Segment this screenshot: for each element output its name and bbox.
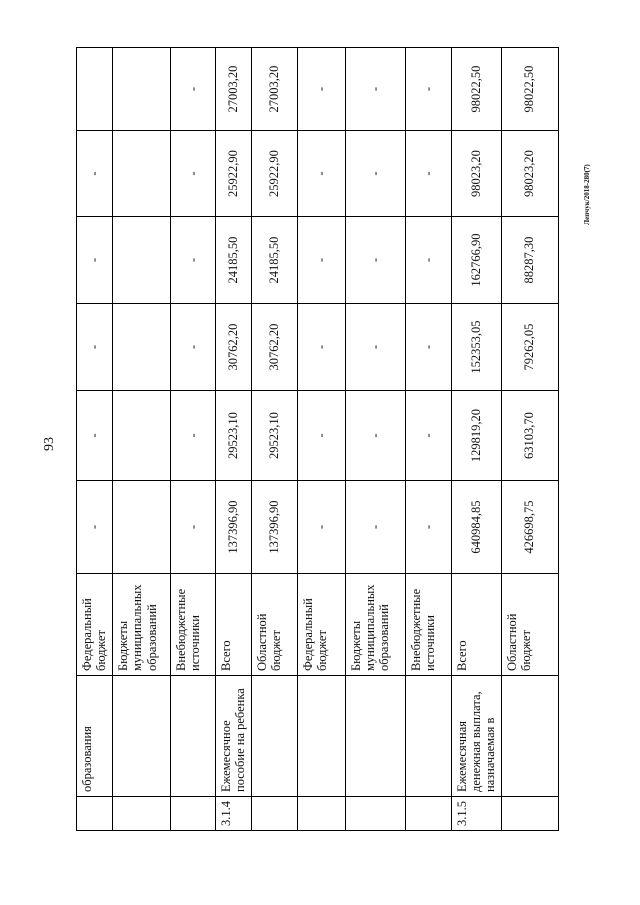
value-cell: 63103,70 [501,391,558,481]
value-cell: 24185,50 [215,217,251,304]
row-number [297,797,345,831]
value-cell: - [345,304,405,391]
value-cell [112,481,170,574]
value-cell [112,48,170,131]
funding-source: Внебюджетные источники [405,574,451,676]
value-cell: - [405,48,451,131]
measure-name: образования [77,676,113,797]
value-cell: 98022,50 [501,48,558,131]
value-cell: - [170,304,215,391]
value-cell: 137396,90 [251,481,297,574]
funding-source: Федеральный бюджет [77,574,113,676]
row-number: 3.1.5 [451,797,501,831]
budget-table [76,47,559,831]
table-row [345,48,405,831]
value-cell: 426698,75 [501,481,558,574]
value-cell: - [405,304,451,391]
value-cell: - [345,217,405,304]
value-cell: 27003,20 [251,48,297,131]
measure-name: Ежемесячное пособие на ребенка [215,676,251,797]
row-number [77,797,113,831]
value-cell: - [345,391,405,481]
row-number [170,797,215,831]
measure-name [297,676,345,797]
value-cell [77,48,113,131]
table-row [215,48,251,831]
measure-name [251,676,297,797]
value-cell: 129819,20 [451,391,501,481]
funding-source: Всего [451,574,501,676]
table-row [112,48,170,831]
value-cell: - [345,48,405,131]
value-cell: - [297,217,345,304]
value-cell: - [77,217,113,304]
value-cell: - [170,481,215,574]
row-number: 3.1.4 [215,797,251,831]
value-cell: - [405,131,451,217]
value-cell: - [297,131,345,217]
row-number [501,797,558,831]
funding-source: Областной бюджет [501,574,558,676]
value-cell: - [170,131,215,217]
measure-name [501,676,558,797]
value-cell: - [170,391,215,481]
value-cell: - [297,391,345,481]
value-cell: 98022,50 [451,48,501,131]
value-cell: 152353,05 [451,304,501,391]
value-cell: 27003,20 [215,48,251,131]
value-cell: 29523,10 [251,391,297,481]
measure-name: Ежемесячная денежная выплата, назначаемая в [451,676,501,797]
funding-source: Бюджеты муниципальных образований [112,574,170,676]
table-row [77,48,113,831]
value-cell: 98023,20 [451,131,501,217]
value-cell: 30762,20 [251,304,297,391]
table-row [170,48,215,831]
value-cell [112,131,170,217]
value-cell: 162766,90 [451,217,501,304]
value-cell: - [345,481,405,574]
measure-name [112,676,170,797]
value-cell: 25922,90 [215,131,251,217]
funding-source: Всего [215,574,251,676]
rotated-table-wrapper [76,48,537,831]
row-number [251,797,297,831]
table-row [451,48,501,831]
value-cell: 79262,05 [501,304,558,391]
value-cell [112,217,170,304]
table-row [501,48,558,831]
value-cell: - [297,48,345,131]
page-number: 93 [42,437,57,451]
value-cell [112,391,170,481]
value-cell: - [170,217,215,304]
value-cell: - [405,391,451,481]
value-cell: 88287,30 [501,217,558,304]
value-cell: - [77,391,113,481]
value-cell: - [297,481,345,574]
table-row [405,48,451,831]
document-code: Лепчук/2018-280(7) [583,164,591,225]
value-cell: 25922,90 [251,131,297,217]
value-cell: - [405,217,451,304]
value-cell: 640984,85 [451,481,501,574]
value-cell: - [405,481,451,574]
value-cell: - [170,48,215,131]
value-cell: - [77,131,113,217]
value-cell: 137396,90 [215,481,251,574]
value-cell: - [297,304,345,391]
value-cell: - [77,481,113,574]
funding-source: Областной бюджет [251,574,297,676]
table-row [297,48,345,831]
row-number [405,797,451,831]
value-cell: 29523,10 [215,391,251,481]
value-cell: - [345,131,405,217]
funding-source: Бюджеты муниципальных образований [345,574,405,676]
value-cell: 24185,50 [251,217,297,304]
measure-name [170,676,215,797]
measure-name [405,676,451,797]
measure-name [345,676,405,797]
table-row [251,48,297,831]
value-cell [112,304,170,391]
value-cell: 30762,20 [215,304,251,391]
value-cell: - [77,304,113,391]
row-number [345,797,405,831]
funding-source: Внебюджетные источники [170,574,215,676]
value-cell: 98023,20 [501,131,558,217]
row-number [112,797,170,831]
funding-source: Федеральный бюджет [297,574,345,676]
